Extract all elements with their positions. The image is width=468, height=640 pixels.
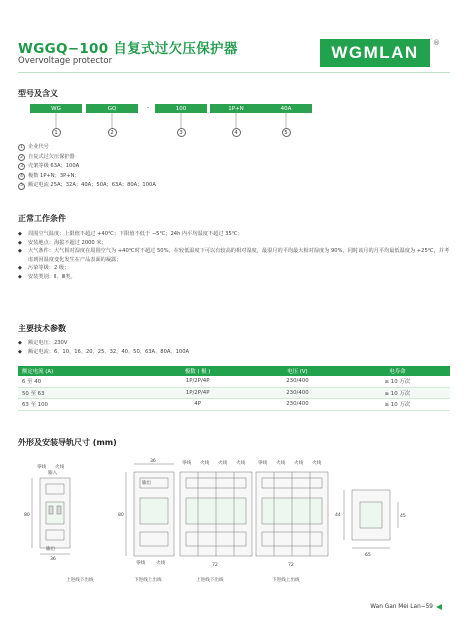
code-box-1: WG xyxy=(30,104,82,113)
label-fire-line-4p-c: 火线 xyxy=(236,461,246,466)
label-output-side: 输出 xyxy=(142,481,152,486)
legend-number: 5 xyxy=(18,183,25,190)
code-number-2: 2 xyxy=(108,128,117,137)
code-number-4: 4 xyxy=(232,128,241,137)
legend-item xyxy=(18,143,156,153)
legend-text: 壳架等级 63A；100A xyxy=(28,163,80,170)
table-cell: 1P/2P/4P xyxy=(145,376,250,387)
dim-80-side: 80 xyxy=(118,513,124,518)
dim-45: 45 xyxy=(400,514,406,519)
label-zero-line: 零线 xyxy=(37,465,47,470)
col-life: 电寿命 xyxy=(345,366,450,376)
legend-item xyxy=(18,181,156,191)
dim-36: 36 xyxy=(50,557,56,562)
legend-item xyxy=(18,153,156,163)
condition-item: ◆ 污染等级：2 级； xyxy=(18,264,450,273)
table-cell: ≥ 10 万次 xyxy=(345,387,450,399)
legend-item xyxy=(18,162,156,172)
table-cell: 230/400 xyxy=(250,387,345,399)
registered-mark: ® xyxy=(433,39,440,47)
dim-72: 72 xyxy=(212,563,218,568)
table-cell: 4P xyxy=(145,399,250,411)
table-row xyxy=(18,399,450,411)
label-output: 输出 xyxy=(46,547,56,552)
label-fire-line-4p-side-c: 火线 xyxy=(312,461,322,466)
label-fire-line-4p-side-b: 火线 xyxy=(294,461,304,466)
code-number-1: 1 xyxy=(52,128,61,137)
conditions-list xyxy=(18,230,450,281)
table-header-row xyxy=(18,366,450,376)
legend-text: 自复式过欠压保护器 xyxy=(28,153,75,160)
label-zero-line-4p-side: 零线 xyxy=(258,461,268,466)
code-dash: - xyxy=(147,104,150,111)
code-number-3: 3 xyxy=(177,128,186,137)
page-title: WGGQ−100 自复式过欠压保护器 xyxy=(18,41,238,57)
table-row xyxy=(18,387,450,399)
param-item: ◆ 额定电流：6、10、16、20、25、32、40、50、63A、80A、100A xyxy=(18,348,450,357)
table-cell: 230/400 xyxy=(250,399,345,411)
legend-number: 2 xyxy=(18,154,25,161)
label-fire-line-side: 火线 xyxy=(156,561,166,566)
drawing-rail-profile xyxy=(344,490,398,548)
condition-item: ◆ 安装类别：Ⅱ、Ⅲ类。 xyxy=(18,273,450,282)
legend-item xyxy=(18,172,156,182)
dim-65: 65 xyxy=(365,553,371,558)
drawing-4p-side xyxy=(256,472,328,556)
label-fire-line: 火线 xyxy=(55,465,65,470)
dim-44: 44 xyxy=(335,513,341,518)
dim-36-side: 36 xyxy=(150,459,156,464)
code-box-5: 40A xyxy=(260,104,312,113)
table-cell: 230/400 xyxy=(250,376,345,387)
label-fire-line-4p-b: 火线 xyxy=(218,461,228,466)
table-cell: ≥ 10 万次 xyxy=(345,376,450,387)
brand-logo xyxy=(320,39,430,67)
legend-text: 额定电流 25A；32A；40A；50A；63A；80A；100A xyxy=(28,182,156,189)
label-fire-line-4p-side-a: 火线 xyxy=(276,461,286,466)
col-voltage: 电压 (V) xyxy=(250,366,345,376)
label-input: 输入 xyxy=(48,471,58,476)
label-fire-line-4p-a: 火线 xyxy=(200,461,210,466)
page-subtitle: Overvoltage protector xyxy=(18,56,113,66)
code-box-4: 1P+N xyxy=(210,104,262,113)
dim-72-side: 72 xyxy=(288,563,294,568)
header-divider xyxy=(18,72,450,73)
drawing-1p-side xyxy=(126,464,174,556)
drawing-1p-front xyxy=(32,478,70,554)
param-item: ◆ 额定电压：230V xyxy=(18,339,450,348)
footer-text: Wan Gan Mei Lan−59 xyxy=(370,604,433,610)
legend-number: 3 xyxy=(18,163,25,170)
dimension-drawings xyxy=(0,450,468,580)
table-cell: ≥ 10 万次 xyxy=(345,399,450,411)
table-cell: 63 至 100 xyxy=(18,399,145,411)
table-cell: 50 至 63 xyxy=(18,387,145,399)
brand-name: WGMLAN xyxy=(331,43,419,62)
condition-item: ◆ 大气条件：大气相对湿度在周围空气为 +40℃时不超过 50%，在较低温度下可以有较高的相对湿度，最湿月的平均最大相对湿度为 90%，同时该月的月平均最低温度为 +25℃，并考虑到因温度变化发生在产品表面的凝露； xyxy=(18,247,450,264)
label-zero-line-side: 零线 xyxy=(136,561,146,566)
condition-item: ◆ 安装地点：海拔不超过 2000 米； xyxy=(18,239,450,248)
col-poles: 极数 ( 极 ) xyxy=(145,366,250,376)
conditions-heading: 正常工作条件 xyxy=(18,214,66,223)
caption-2: 下进线上出线 xyxy=(134,578,162,583)
params-list xyxy=(18,339,450,356)
code-number-5: 5 xyxy=(282,128,291,137)
col-current: 额定电流 (A) xyxy=(18,366,145,376)
legend-number: 1 xyxy=(18,144,25,151)
page-footer xyxy=(370,604,442,610)
code-box-2: GQ xyxy=(86,104,138,113)
table-cell: 1P/2P/4P xyxy=(145,387,250,399)
model-legend xyxy=(18,143,156,191)
code-box-3: 100 xyxy=(155,104,207,113)
model-heading: 型号及含义 xyxy=(18,89,58,98)
condition-item: ◆ 周围空气温度：上限值不超过 +40℃；下限值不低于 −5℃；24h 内平均温度不超过 35℃； xyxy=(18,230,450,239)
caption-1: 上进线下出线 xyxy=(66,578,94,583)
table-row xyxy=(18,376,450,387)
dim-80: 80 xyxy=(24,513,30,518)
triangle-left-icon xyxy=(436,604,442,610)
spec-table xyxy=(18,366,450,411)
legend-text: 企业代号 xyxy=(28,144,49,150)
label-zero-line-4p: 零线 xyxy=(182,461,192,466)
legend-number: 4 xyxy=(18,173,25,180)
caption-4: 下进线上出线 xyxy=(272,578,300,583)
params-heading: 主要技术参数 xyxy=(18,324,66,333)
drawing-4p-front xyxy=(180,472,252,556)
legend-text: 极数 1P+N；3P+N； xyxy=(28,172,80,179)
code-connector-lines xyxy=(0,113,468,129)
dimensions-heading: 外形及安装导轨尺寸 (mm) xyxy=(18,438,117,447)
caption-3: 上进线下出线 xyxy=(196,578,224,583)
table-cell: 6 至 40 xyxy=(18,376,145,387)
